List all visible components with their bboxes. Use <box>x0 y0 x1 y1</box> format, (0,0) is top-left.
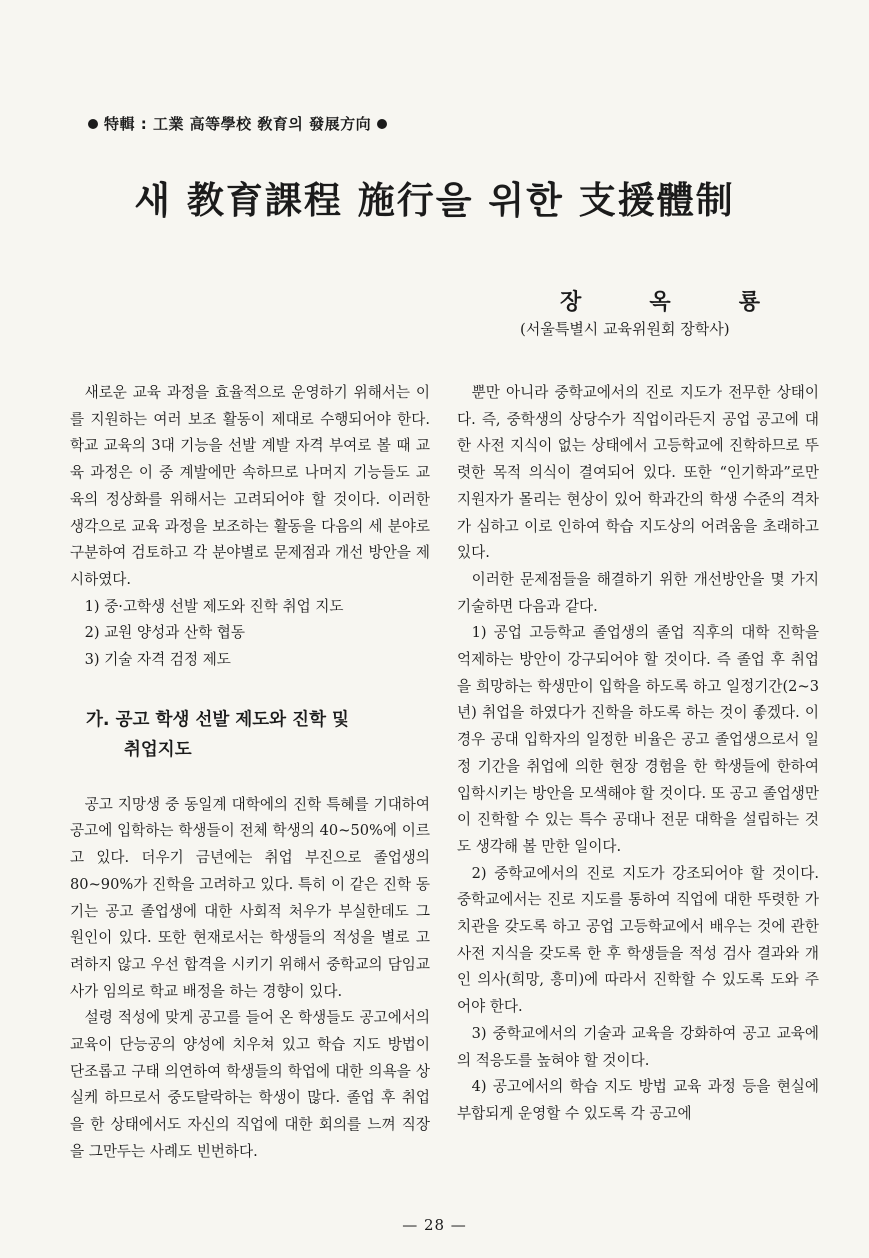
body-paragraph: 공고 지망생 중 동일계 대학에의 진학 특혜를 기대하여 공고에 입학하는 학생들이 전체 학생의 40~50%에 이르고 있다. 더우기 금년에는 취업 부진으로 졸업생의 80~90%가 진학을 고려하고 있다. 특히 이 같은 진학 동기는 공고 졸업생에 대한 사회적 처우가 부실한데도 그 원인이 있다. 또한 현재로서는 학생들의 적성을 별로 고려하지 않고 우선 합격을 시키기 위해서 중학교의 담임교사가 임의로 학교 배정을 하는 경향이 있다. <box>70 795 430 1000</box>
page-number: — 28 — <box>402 1216 467 1234</box>
bullet-dot-icon <box>88 119 98 129</box>
article-title: 새 教育課程 施行을 위한 支援體制 <box>134 178 735 222</box>
section-heading-line2: 취업지도 <box>124 739 192 760</box>
body-paragraph: 설령 적성에 맞게 공고를 들어 온 학생들도 공고에서의 교육이 단능공의 양성에 치우쳐 있고 학습 지도 방법이 단조롭고 구태 의연하여 학생들의 학업에 대한 의욕을 상실케 하므로서 중도탈락하는 학생이 많다. 졸업 후 취업을 한 상태에서도 자신의 직업에 대한 회의를 느껴 직장을 그만두는 사례도 빈번하다. <box>70 1009 430 1160</box>
body-paragraph: 뿐만 아니라 중학교에서의 진로 지도가 전무한 상태이다. 즉, 중학생의 상당수가 직업이라든지 공업 공고에 대한 사전 지식이 없는 상태에서 고등학교에 진학하므로 뚜렷한 목적 의식이 결여되어 있다. 또한 “인기학과”로만 지원자가 몰리는 현상이 있어 학과간의 학생 수준의 격차가 심하고 이로 인하여 학습 지도상의 어려움을 초래하고 있다. <box>457 384 819 562</box>
right-column <box>457 380 819 1128</box>
list-item: 1) 중·고학생 선발 제도와 진학 취업 지도 <box>84 597 344 615</box>
numbered-item: 1) 공업 고등학교 졸업생의 졸업 직후의 대학 진학을 억제하는 방안이 강구되어야 할 것이다. 즉 졸업 후 취업을 희망하는 학생만이 입학을 하도록 하고 일정기간(2~3년) 취업을 하였다가 진학을 하도록 하는 것이 좋겠다. 이 경우 공대 입학자의 일정한 비율은 공고 졸업생으로서 일정 기간을 취업에 의한 현장 경험을 한 학생들에 한하여 입학시키는 방안을 모색해야 할 것이다. 또 공고 졸업생만이 진학할 수 있는 특수 공대나 전문 대학을 설립하는 것도 생각해 볼 만한 일이다. <box>457 624 819 855</box>
author-char: 장 <box>560 289 582 315</box>
author-affiliation: (서울특별시 교육위원회 장학사) <box>520 320 730 338</box>
section-heading <box>86 705 430 765</box>
list-item: 2) 교원 양성과 산학 협동 <box>84 624 246 642</box>
body-paragraph: 이러한 문제점들을 해결하기 위한 개선방안을 몇 가지 기술하면 다음과 같다. <box>457 570 819 615</box>
section-heading-line1: 가. 공고 학생 선발 제도와 진학 및 <box>86 709 349 730</box>
author-name <box>560 285 760 316</box>
intro-paragraph: 새로운 교육 과정을 효율적으로 운영하기 위해서는 이를 지원하는 여러 보조 활동이 제대로 수행되어야 한다. 학교 교육의 3대 기능을 선발 계발 자격 부여로 볼 때 교육 과정은 이 중 계발에만 속하므로 나머지 기능들도 교육의 정상화를 위해서는 고려되어야 할 것이다. 이러한 생각으로 교육 과정을 보조하는 활동을 다음의 세 분야로 구분하여 검토하고 각 분야별로 문제점과 개선 방안을 제시하였다. <box>70 384 430 588</box>
numbered-item: 3) 중학교에서의 기술과 교육을 강화하여 공고 교육에의 적응도를 높혀야 할 것이다. <box>457 1024 819 1069</box>
list-item: 3) 기술 자격 검정 제도 <box>84 651 231 669</box>
numbered-item: 2) 중학교에서의 진로 지도가 강조되어야 할 것이다. 중학교에서는 진로 지도를 통하여 직업에 대한 뚜렷한 가치관을 갖도록 하고 공업 고등학교에서 배우는 것에 관한 사전 지식을 갖도록 한 후 학생들을 적성 검사 결과와 개인 의사(희망, 흥미)에 따라서 진학할 수 있도록 도와 주어야 한다. <box>457 864 819 1016</box>
bullet-dot-icon <box>377 119 387 129</box>
author-char: 룡 <box>738 289 760 315</box>
series-header <box>88 113 387 134</box>
left-column <box>70 380 430 1166</box>
numbered-item: 4) 공고에서의 학습 지도 방법 교육 과정 등을 현실에 부합되게 운영할 수 있도록 각 공고에 <box>457 1078 819 1122</box>
series-label: 特輯 : 工業 高等學校 敎育의 發展方向 <box>104 115 372 133</box>
author-char: 옥 <box>649 289 671 315</box>
